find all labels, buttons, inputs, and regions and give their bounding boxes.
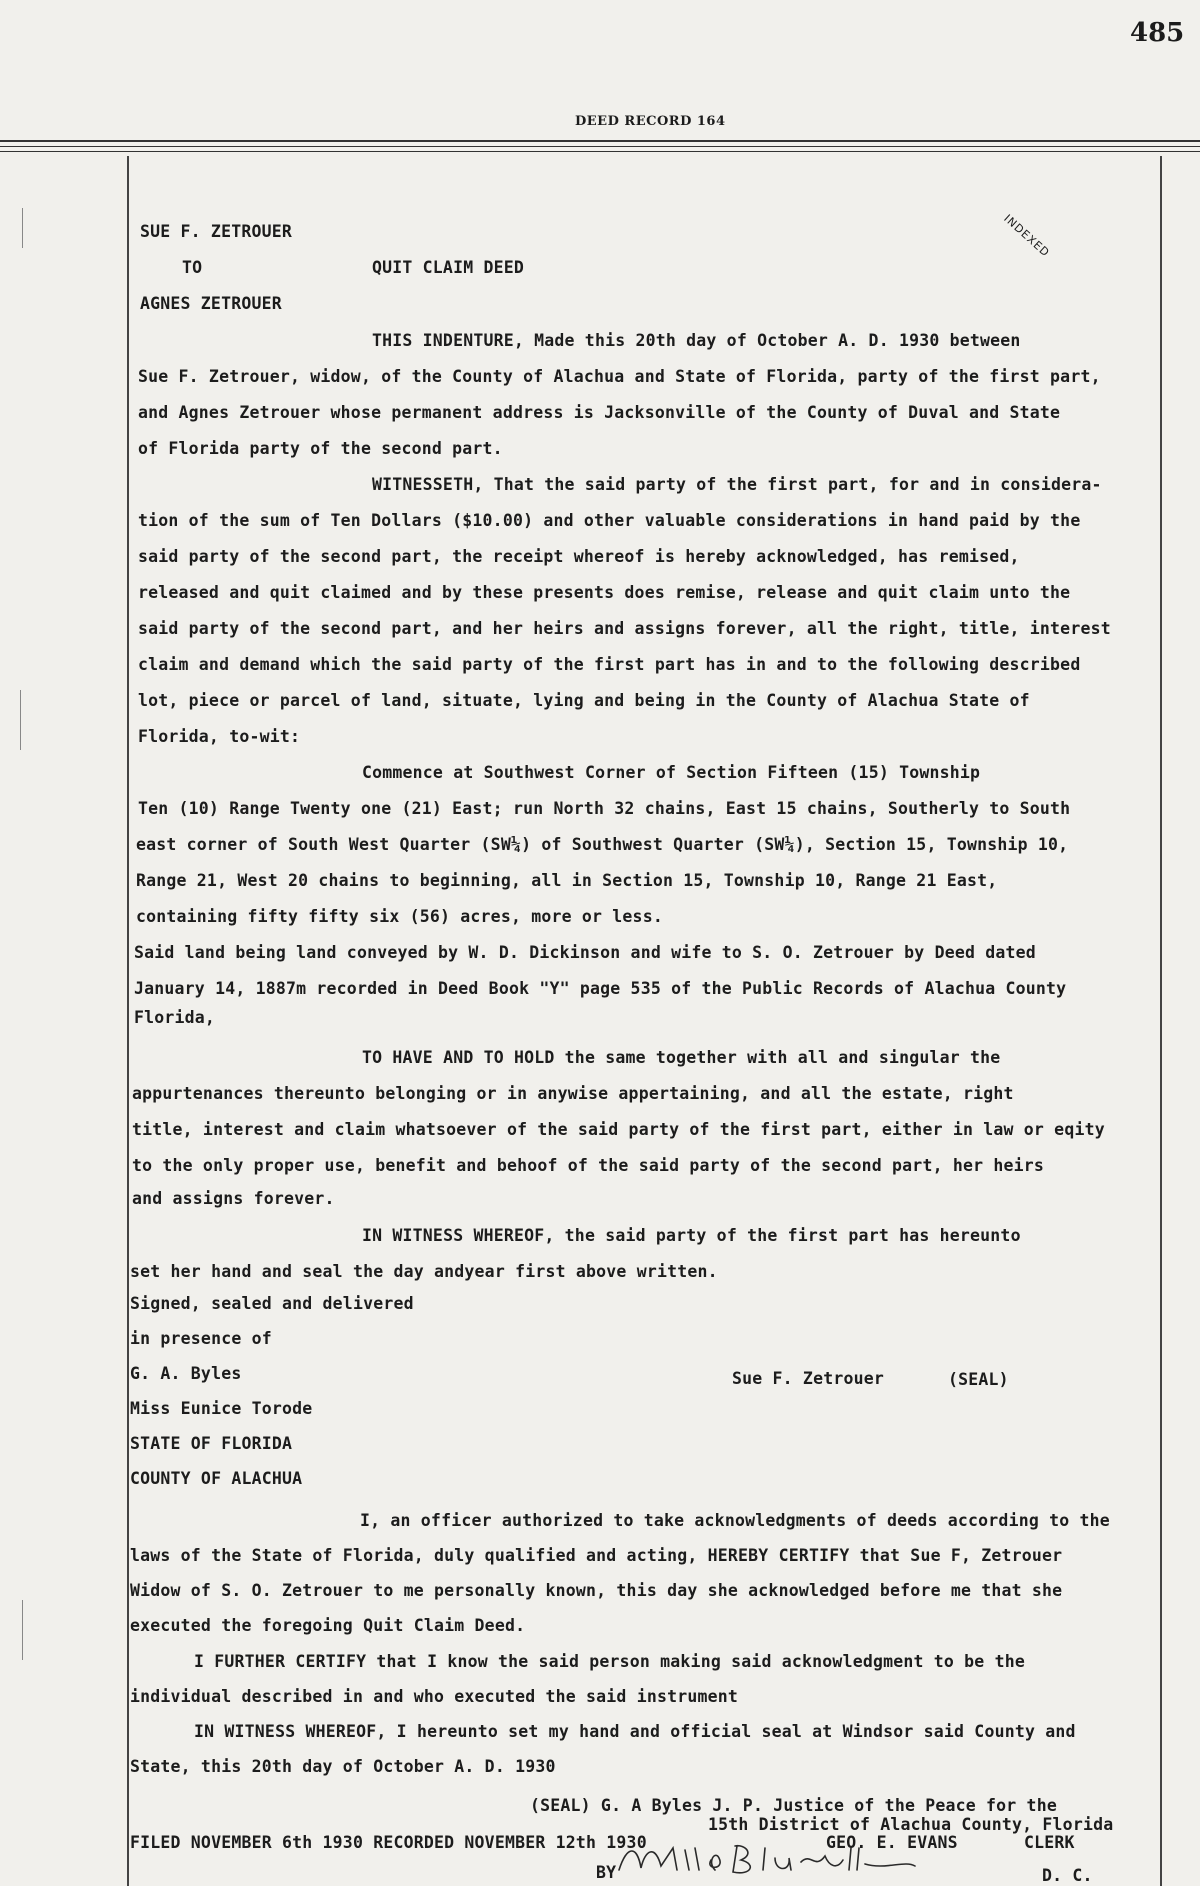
- acknowledgment-line: I, an officer authorized to take acknowledgments of deeds according to the: [360, 1511, 1110, 1530]
- deputy-clerk-signature: [615, 1840, 925, 1880]
- by-label: BY: [596, 1863, 617, 1882]
- body-line: set her hand and seal the day andyear first above written.: [130, 1262, 718, 1281]
- venue-county: COUNTY OF ALACHUA: [130, 1469, 303, 1488]
- grantor-signature: Sue F. Zetrouer: [732, 1369, 885, 1388]
- deed-type: QUIT CLAIM DEED: [372, 258, 525, 277]
- margin-mark: [22, 208, 23, 248]
- indexed-stamp: INDEXED: [1001, 212, 1053, 260]
- body-line: claim and demand which the said party of the first part has in and to the following described: [138, 655, 1081, 674]
- page-number: 485: [1130, 18, 1185, 48]
- acknowledgment-line: executed the foregoing Quit Claim Deed.: [130, 1616, 526, 1635]
- acknowledgment-line: IN WITNESS WHEREOF, I hereunto set my hand and official seal at Windsor said County and: [194, 1722, 1076, 1741]
- legal-description-line: Commence at Southwest Corner of Section Fifteen (15) Township: [362, 763, 981, 782]
- seal-label: (SEAL): [948, 1370, 1009, 1389]
- source-deed-line: Said land being land conveyed by W. D. Dickinson and wife to S. O. Zetrouer by Deed dated: [134, 943, 1036, 962]
- testimonium-line: IN WITNESS WHEREOF, the said party of the first part has hereunto: [362, 1226, 1021, 1245]
- clerk-name: GEO. E. EVANS: [826, 1833, 958, 1852]
- witness-name: G. A. Byles: [130, 1364, 242, 1383]
- acknowledgment-line: individual described in and who executed the said instrument: [130, 1687, 739, 1706]
- body-line: Sue F. Zetrouer, widow, of the County of Alachua and State of Florida, party of the first part,: [138, 367, 1101, 386]
- legal-description-line: east corner of South West Quarter (SW¼) of Southwest Quarter (SW¼), Section 15, Township 10,: [136, 835, 1069, 854]
- acknowledgment-line: laws of the State of Florida, duly qualified and acting, HEREBY CERTIFY that Sue F, Zetrouer: [130, 1546, 1063, 1565]
- acknowledgment-line: State, this 20th day of October A. D. 1930: [130, 1757, 556, 1776]
- source-deed-line: Florida,: [134, 1008, 216, 1027]
- header-rule-mid: [0, 146, 1200, 147]
- witness-heading: in presence of: [130, 1329, 272, 1348]
- legal-description-line: containing fifty fifty six (56) acres, more or less.: [136, 907, 663, 926]
- body-line: said party of the second part, the receipt whereof is hereby acknowledged, has remised,: [138, 547, 1020, 566]
- book-header: DEED RECORD 164: [575, 114, 726, 129]
- deputy-clerk-label: D. C.: [1042, 1866, 1093, 1885]
- witness-name: Miss Eunice Torode: [130, 1399, 313, 1418]
- body-line: Florida, to-wit:: [138, 727, 301, 746]
- signature-stroke: [619, 1846, 915, 1873]
- margin-mark: [20, 690, 21, 750]
- body-line: said party of the second part, and her heirs and assigns forever, all the right, title, interest: [138, 619, 1111, 638]
- left-frame-line: [127, 156, 129, 1886]
- body-line: title, interest and claim whatsoever of the said party of the first part, either in law or eqity: [132, 1120, 1105, 1139]
- body-line: released and quit claimed and by these presents does remise, release and quit claim unto the: [138, 583, 1071, 602]
- legal-description-line: Range 21, West 20 chains to beginning, all in Section 15, Township 10, Range 21 East,: [136, 871, 998, 890]
- justice-line: 15th District of Alachua County, Florida: [708, 1815, 1114, 1834]
- witnesseth-line: WITNESSETH, That the said party of the first part, for and in considera-: [372, 475, 1102, 494]
- body-line: appurtenances thereunto belonging or in anywise appertaining, and all the estate, right: [132, 1084, 1014, 1103]
- acknowledgment-line: Widow of S. O. Zetrouer to me personally known, this day she acknowledged before me that she: [130, 1581, 1063, 1600]
- margin-mark: [22, 1600, 23, 1660]
- habendum-line: TO HAVE AND TO HOLD the same together with all and singular the: [362, 1048, 1001, 1067]
- right-frame-line: [1160, 156, 1162, 1886]
- body-line: to the only proper use, benefit and behoof of the said party of the second part, her heirs: [132, 1156, 1045, 1175]
- body-line: and Agnes Zetrouer whose permanent address is Jacksonville of the County of Duval and State: [138, 403, 1061, 422]
- justice-line: (SEAL) G. A Byles J. P. Justice of the Peace for the: [530, 1796, 1057, 1815]
- witness-heading: Signed, sealed and delivered: [130, 1294, 414, 1313]
- header-rule-top: [0, 140, 1200, 142]
- body-line: of Florida party of the second part.: [138, 439, 503, 458]
- legal-description-line: Ten (10) Range Twenty one (21) East; run North 32 chains, East 15 chains, Southerly to South: [138, 799, 1071, 818]
- venue-state: STATE OF FLORIDA: [130, 1434, 293, 1453]
- body-line: tion of the sum of Ten Dollars ($10.00) and other valuable considerations in hand paid by the: [138, 511, 1081, 530]
- source-deed-line: January 14, 1887m recorded in Deed Book "Y" page 535 of the Public Records of Alachua County: [134, 979, 1067, 998]
- body-line: and assigns forever.: [132, 1189, 335, 1208]
- to-label: TO: [182, 258, 203, 277]
- grantor-name: SUE F. ZETROUER: [140, 222, 293, 241]
- grantee-name: AGNES ZETROUER: [140, 294, 282, 313]
- indenture-line: THIS INDENTURE, Made this 20th day of October A. D. 1930 between: [372, 331, 1021, 350]
- filed-line: FILED NOVEMBER 6th 1930 RECORDED NOVEMBER 12th 1930: [130, 1833, 647, 1852]
- clerk-title: CLERK: [1024, 1833, 1075, 1852]
- body-line: lot, piece or parcel of land, situate, lying and being in the County of Alachua State of: [138, 691, 1030, 710]
- header-rule-bottom: [0, 151, 1200, 152]
- acknowledgment-line: I FURTHER CERTIFY that I know the said person making said acknowledgment to be the: [194, 1652, 1025, 1671]
